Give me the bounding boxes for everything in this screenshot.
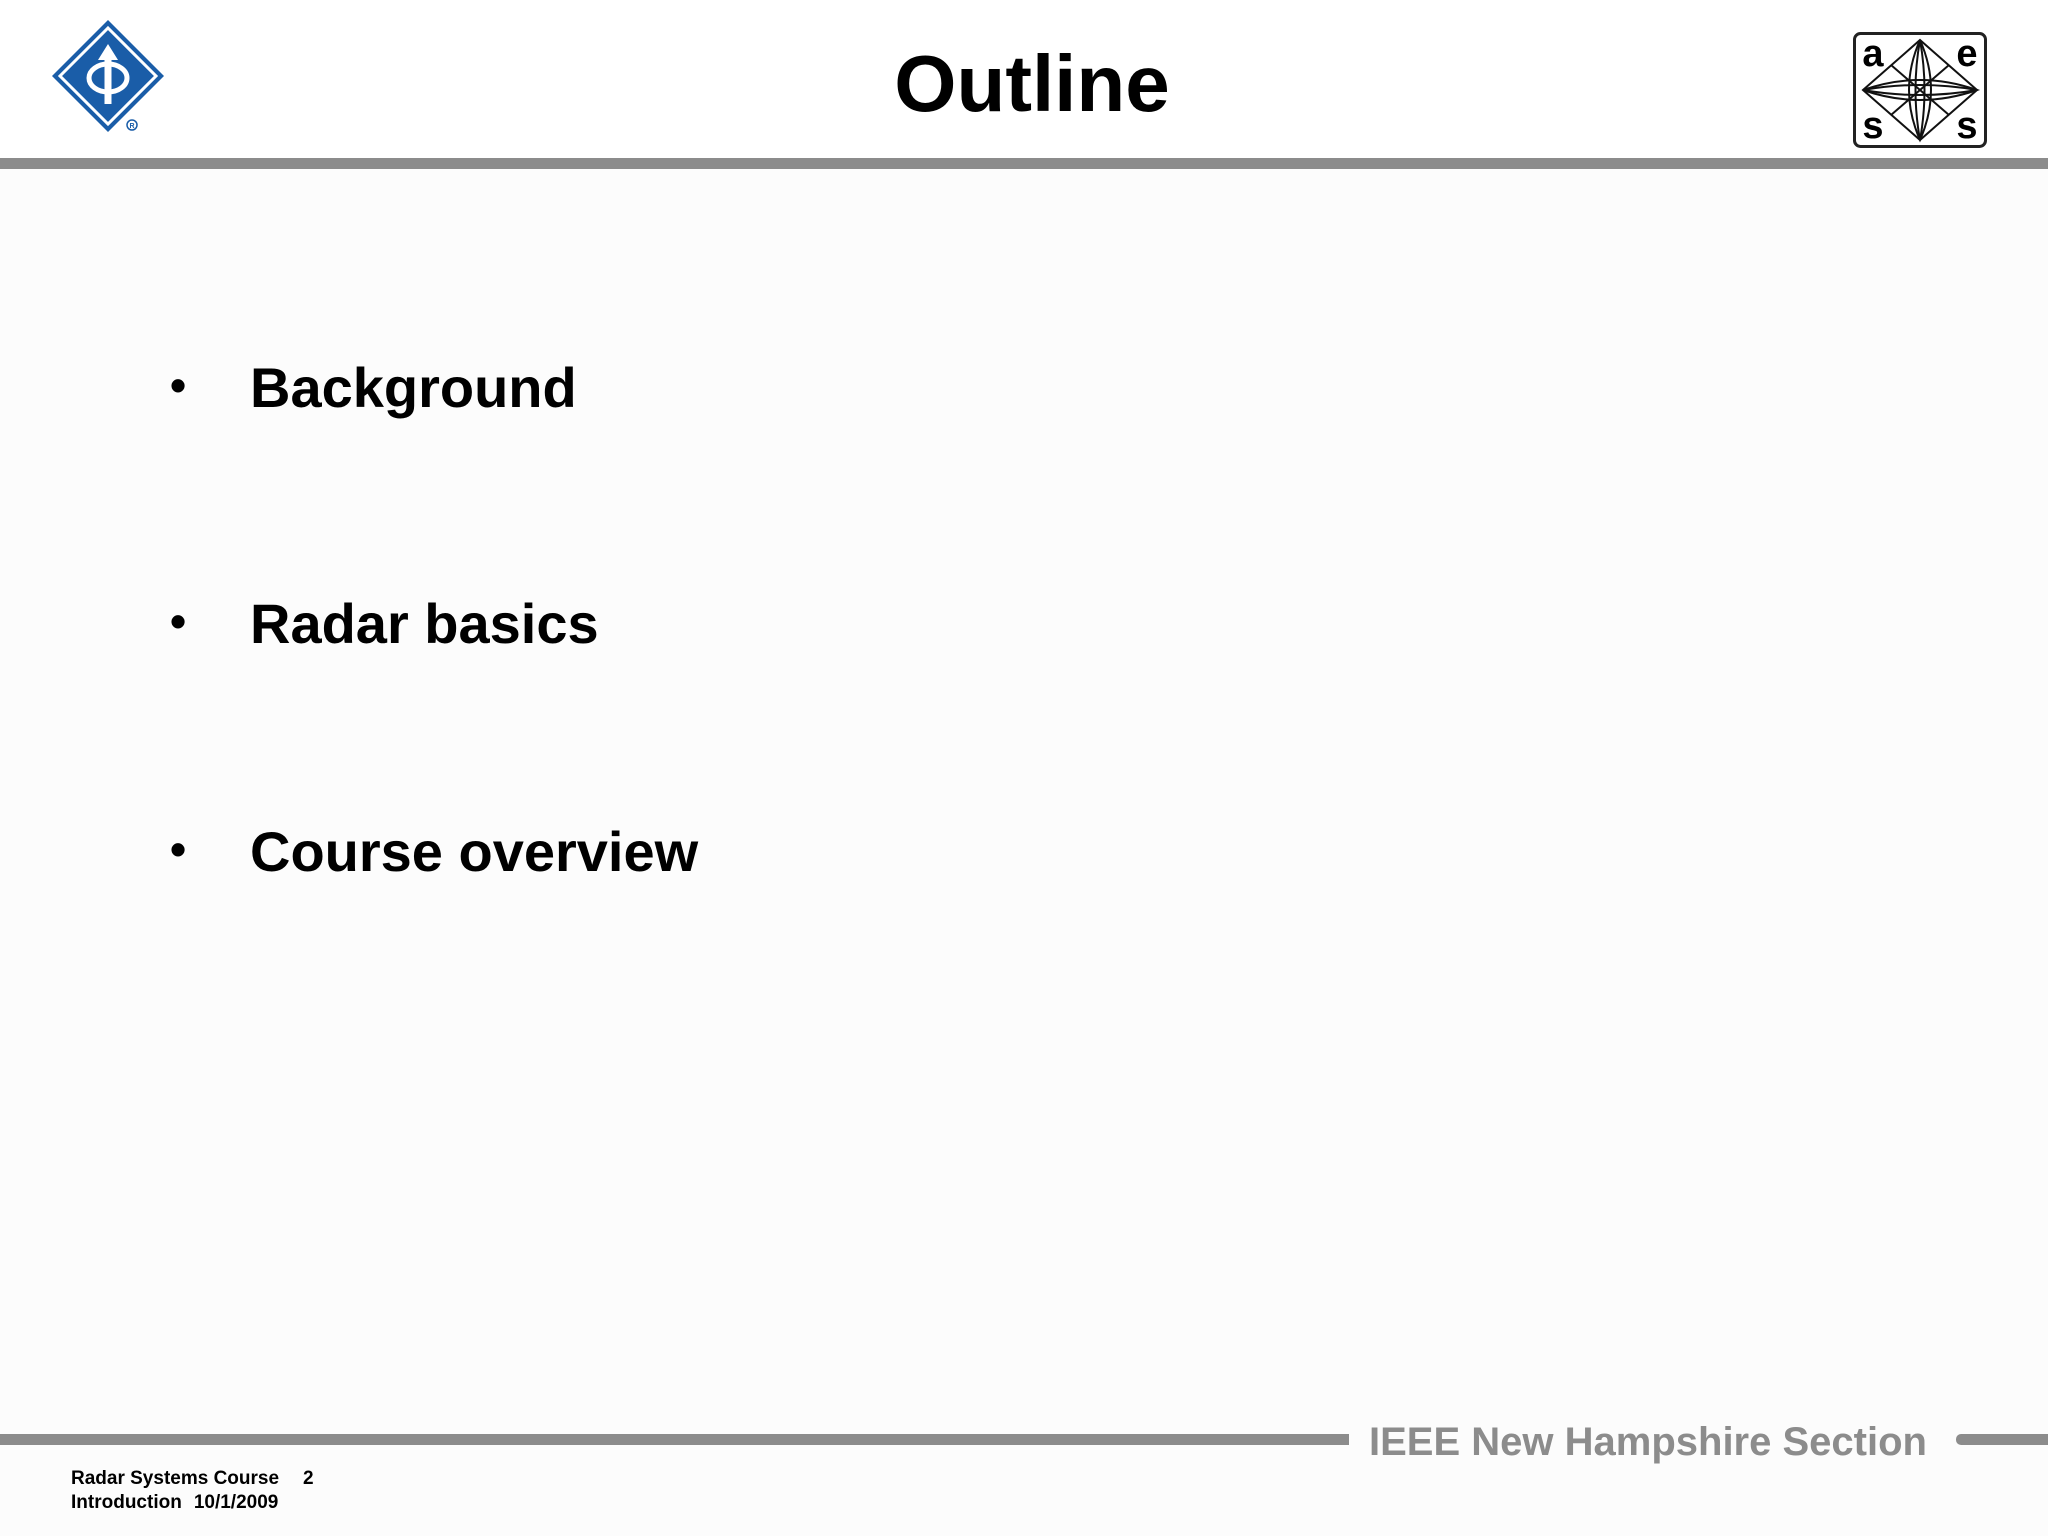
svg-text:a: a [1862,33,1884,75]
svg-text:s: s [1862,105,1884,147]
slide-date: 10/1/2009 [193,1492,279,1513]
slide-header [0,0,2048,158]
bullet-text: Radar basics [250,592,599,655]
footer-divider-right [1956,1434,2048,1445]
svg-text:s: s [1956,105,1978,147]
organization-name: IEEE New Hampshire Section [1369,1420,1927,1464]
footer-section-line [71,1491,278,1515]
svg-text:R: R [129,123,135,130]
bullet-text: Course overview [250,820,699,883]
bullet-item [0,348,1200,428]
svg-text:e: e [1956,33,1978,75]
slide-title: Outline [894,39,1170,128]
header-divider [0,158,2048,169]
aess-logo-icon [1853,32,1987,148]
bullet-item [0,812,1200,892]
page-number: 2 [303,1468,314,1489]
section-name: Introduction [71,1492,182,1513]
bullet-text: Background [250,356,577,419]
course-name: Radar Systems Course [71,1468,280,1489]
bullet-item [0,584,1200,664]
footer-course-line [71,1467,314,1491]
bullet-marker: • [170,359,187,411]
bullet-marker: • [170,823,187,875]
footer-divider-left [0,1434,1349,1445]
bullet-marker: • [170,595,187,647]
